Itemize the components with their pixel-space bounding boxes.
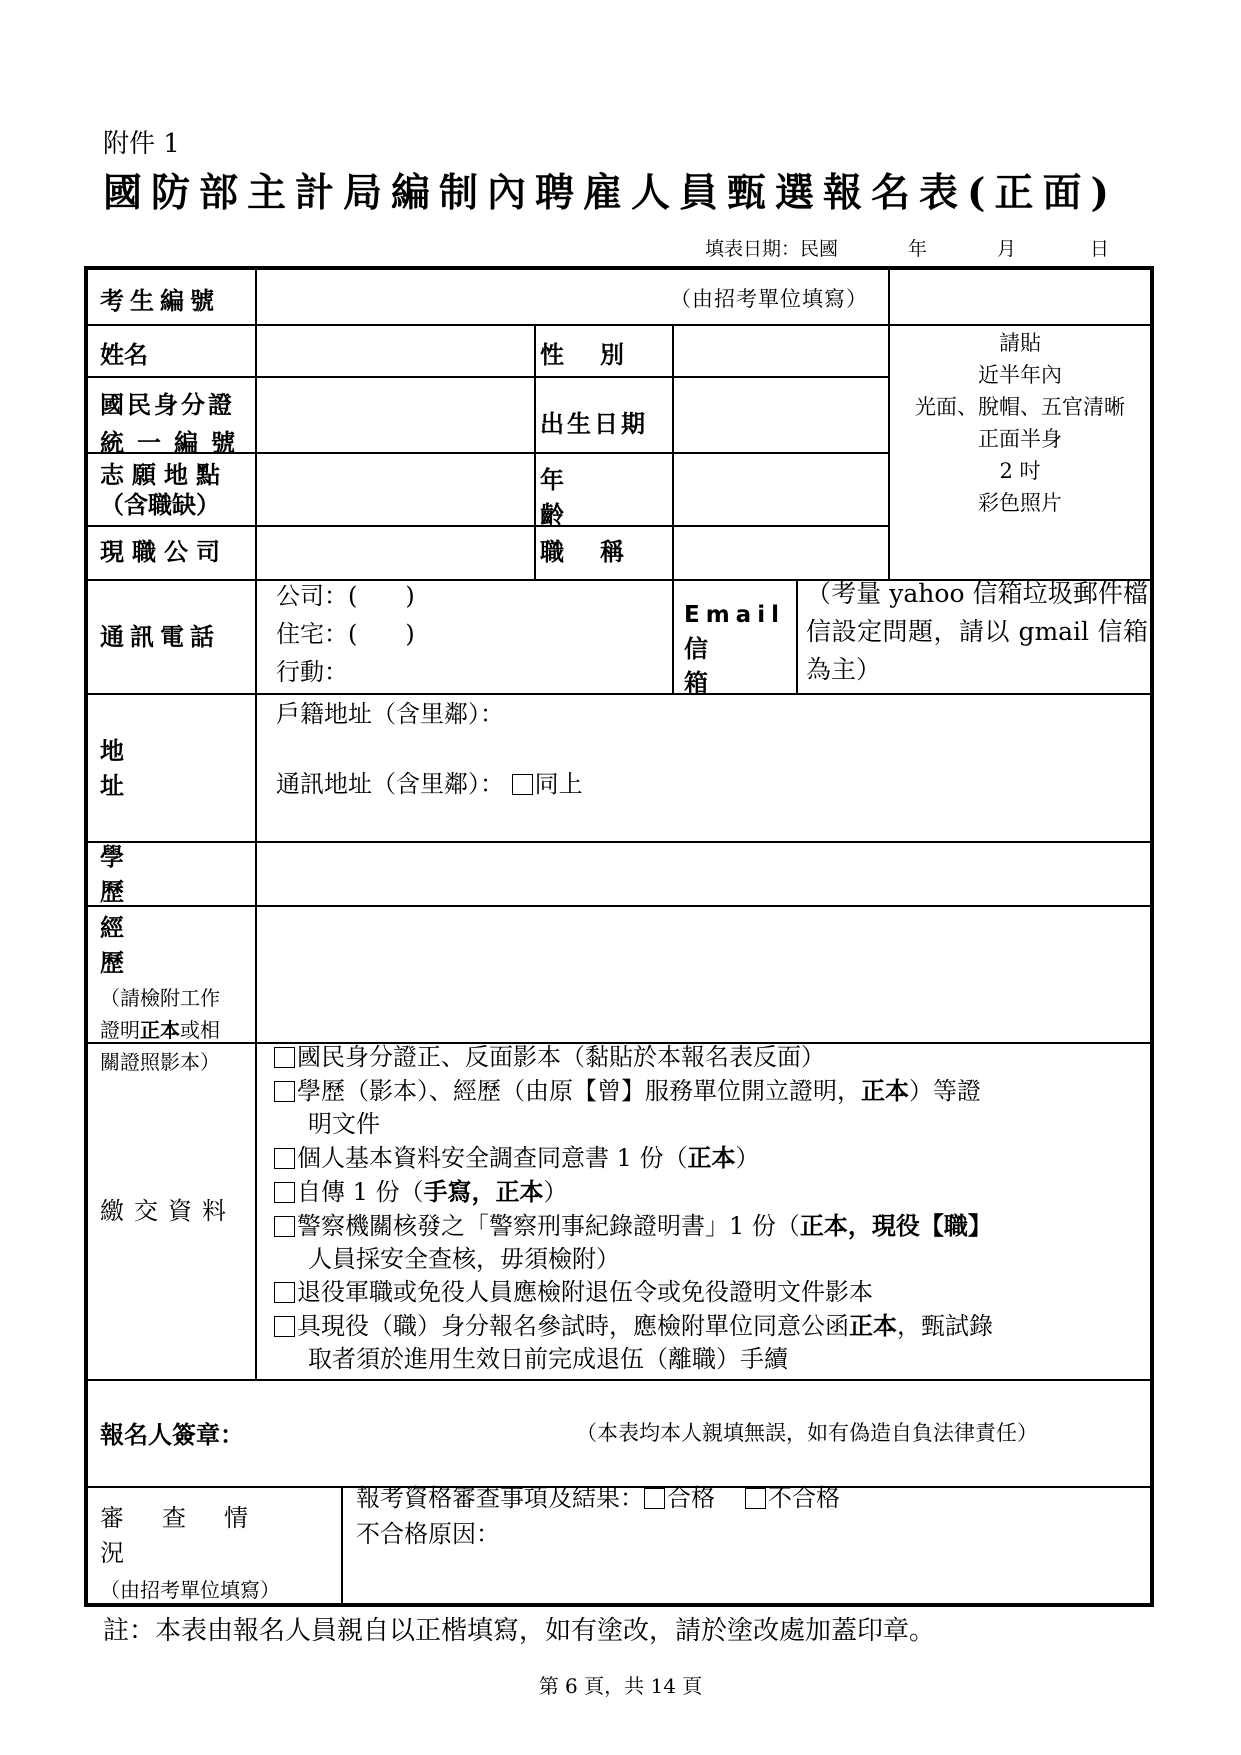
phone-mobile: 行動：: [276, 658, 348, 686]
email-label: [684, 598, 792, 700]
education-label: 學歷: [100, 842, 224, 906]
experience-note-1: （請檢附工作: [100, 986, 220, 1010]
name-label: 姓名: [100, 339, 148, 369]
form-title: 國防部主計局編制內聘雇人員甄選報名表(正面): [103, 170, 1118, 216]
experience-note-2: 證明正本或相: [100, 1018, 220, 1042]
signature-label: 報名人簽章：: [100, 1419, 244, 1449]
doc-item-7: 具現役（職）身分報名參試時，應檢附單位同意公函正本，甄試錄: [274, 1309, 1146, 1343]
address-label: 地址: [100, 736, 224, 800]
signature-note: （本表均本人親填無誤，如有偽造自負法律責任）: [576, 1421, 1038, 1445]
exam-no-label: 考生編號: [100, 285, 220, 315]
job-title-label: 職稱: [540, 536, 660, 566]
fill-date-line: [705, 234, 1109, 261]
pref-label-line2: （含職缺）: [100, 490, 220, 519]
review-pass-label: 合格: [667, 1484, 715, 1512]
phone-company: 公司：( ): [276, 582, 415, 610]
documents-list: [274, 1041, 1146, 1376]
doc-checkbox-1[interactable]: [274, 1047, 295, 1068]
doc-item-3: 個人基本資料安全調查同意書 1 份（正本）: [274, 1141, 1146, 1175]
photo-line-2: 近半年內: [978, 363, 1062, 387]
fill-date-month: 月: [997, 238, 1017, 260]
photo-line-6: 彩色照片: [978, 491, 1062, 515]
photo-line-5: 2 吋: [999, 459, 1041, 483]
doc-checkbox-4[interactable]: [274, 1182, 295, 1203]
mailing-address: [276, 764, 583, 799]
review-results: [356, 1480, 840, 1552]
experience-label: 經歷: [100, 913, 224, 977]
doc-item-4: 自傳 1 份（手寫，正本）: [274, 1175, 1146, 1209]
doc-checkbox-7[interactable]: [274, 1316, 295, 1337]
attachment-label: 附件 1: [103, 129, 180, 159]
exam-no-note: （由招考單位填寫）: [670, 287, 868, 311]
fill-date-day: 日: [1090, 238, 1110, 260]
email-note: （考量 yahoo 信箱垃圾郵件檔信設定問題，請以 gmail 信箱為主）: [806, 579, 1148, 684]
same-as-above-checkbox[interactable]: [512, 774, 533, 795]
footer-note: 註：本表由報名人員親自以正楷填寫，如有塗改，請於塗改處加蓋印章。: [103, 1616, 936, 1646]
doc-checkbox-2[interactable]: [274, 1081, 295, 1102]
photo-line-4: 正面半身: [978, 427, 1062, 451]
experience-note-3: 關證照影本）: [100, 1050, 220, 1074]
email-label-1: Email: [684, 602, 785, 628]
pref-label-line1: 志願地點: [100, 460, 228, 489]
review-fail-label: 不合格: [768, 1484, 840, 1512]
gender-label: 性別: [540, 339, 660, 369]
doc-item-5: 警察機關核發之「警察刑事紀錄證明書」1 份（正本，現役【職】: [274, 1209, 1146, 1243]
id-label-line1: 國民身分證: [100, 390, 235, 419]
review-pass-checkbox[interactable]: [644, 1488, 665, 1509]
doc-checkbox-5[interactable]: [274, 1216, 295, 1237]
review-result-line: 報考資格審查事項及結果： 合格 不合格: [356, 1484, 840, 1512]
review-reason: 不合格原因：: [356, 1520, 500, 1548]
doc-item-5-cont: 人員採安全查核，毋須檢附）: [308, 1245, 620, 1273]
pref-label: [100, 460, 250, 520]
id-label: [100, 386, 250, 462]
id-label-line2: 統一編號: [100, 428, 248, 457]
age-label: 年齡: [540, 465, 616, 529]
review-fail-checkbox[interactable]: [745, 1488, 766, 1509]
review-note: （由招考單位填寫）: [100, 1578, 280, 1602]
email-label-2: 信箱: [684, 634, 756, 697]
phone-home: 住宅：( ): [276, 620, 415, 648]
doc-checkbox-6[interactable]: [274, 1282, 295, 1303]
same-as-above-label: 同上: [534, 770, 583, 798]
review-label: 審查情況: [100, 1504, 286, 1567]
photo-placeholder: [886, 327, 1154, 519]
doc-checkbox-3[interactable]: [274, 1148, 295, 1169]
current-company-label: 現職公司: [100, 536, 228, 566]
photo-line-3: 光面、脫帽、五官清晰: [915, 395, 1125, 419]
photo-line-1: 請貼: [999, 331, 1041, 355]
household-address: 戶籍地址（含里鄰）：: [276, 700, 504, 728]
phone-label: 通訊電話: [100, 621, 220, 651]
fill-date-year: 年: [908, 238, 928, 260]
review-label-group: [100, 1498, 330, 1603]
fill-date-label: 填表日期：民國: [705, 238, 839, 260]
birth-label: 出生日期: [540, 408, 648, 438]
doc-item-1: 國民身分證正、反面影本（黏貼於本報名表反面）: [274, 1041, 1146, 1074]
page-number: 第 6 頁，共 14 頁: [538, 1674, 703, 1698]
doc-item-6: 退役軍職或免役人員應檢附退伍令或免役證明文件影本: [274, 1276, 1146, 1309]
doc-item-2: 學歷（影本）、經歷（由原【曾】服務單位開立證明，正本）等證: [274, 1074, 1146, 1108]
doc-item-7-cont: 取者須於進用生效日前完成退伍（離職）手續: [308, 1345, 788, 1373]
mailing-address-label: 通訊地址（含里鄰）：: [276, 770, 504, 798]
phone-fields: [276, 577, 415, 691]
doc-item-2-cont: 明文件: [308, 1110, 380, 1138]
documents-label: 繳交資料: [100, 1196, 236, 1225]
